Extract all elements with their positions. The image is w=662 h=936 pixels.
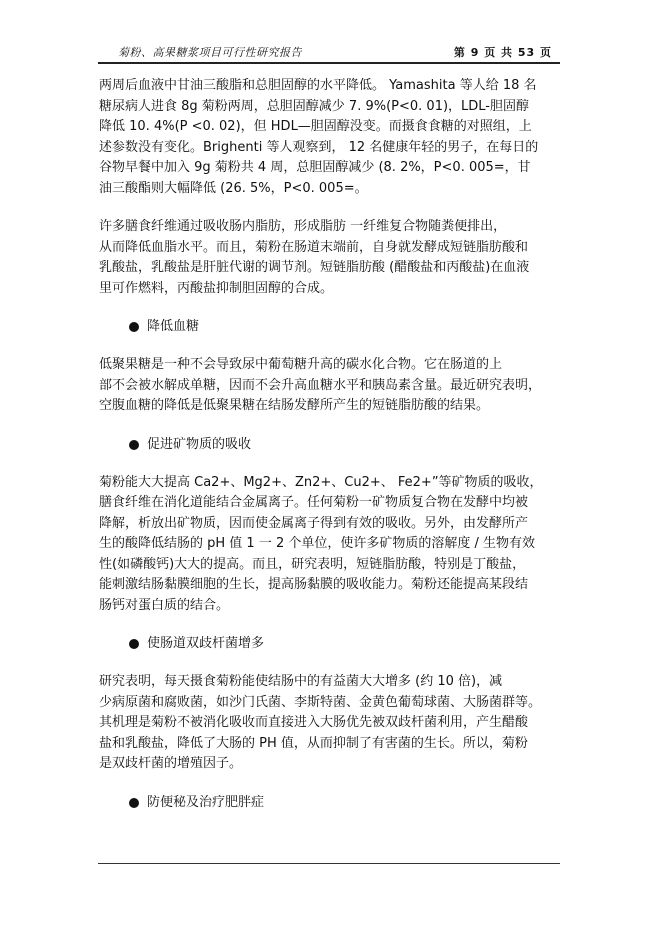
text-line: 谷物早餐中加入 9g 菊粉共 4 周，总胆固醇减少 (8. 2%，P<0. 005=，甘 bbox=[99, 160, 531, 175]
text-line: 能刺激结肠黏膜细胞的生长，提高肠黏膜的吸收能力。菊粉还能提高某段结 bbox=[99, 577, 529, 592]
section-heading bbox=[99, 317, 561, 337]
text-line: 从而降低血脂水平。而且，菊粉在肠道末端前，自身就发酵成短链脂肪酸和 bbox=[99, 239, 529, 255]
section-heading bbox=[99, 435, 561, 455]
text-line: 述参数没有变化。Brighenti 等人观察到， 12 名健康年轻的男子，在每日的 bbox=[99, 139, 539, 155]
text-line: 许多膳食纤维通过吸收肠内脂肪，形成脂肪 一纤维复合物随粪便排出， bbox=[99, 219, 507, 234]
section-heading bbox=[99, 793, 561, 813]
text-line: 性(如磷酸钙)大大的提高。而且，研究表明，短链脂肪酸，特别是丁酸盐， bbox=[99, 556, 526, 572]
text-line: 部不会被水解成单糖，因而不会升高血糖水平和胰岛素含量。最近研究表明， bbox=[99, 377, 542, 393]
text-line: 生的酸降低结肠的 pH 值 1 一 2 个单位，使许多矿物质的溶解度 / 生物有效 bbox=[99, 536, 536, 551]
page-number: 第 9 页 共 53 页 bbox=[453, 46, 552, 59]
section-heading-text: 降低血糖 bbox=[147, 319, 200, 334]
text-line: 菊粉能大大提高 Ca2+、Mg2+、Zn2+、Cu2+、 Fe2+”等矿物质的吸收， bbox=[99, 474, 543, 490]
text-line: 是双歧杆菌的增殖因子。 bbox=[99, 756, 243, 771]
body-paragraph bbox=[99, 473, 561, 617]
text-line: 研究表明，每天摄食菊粉能使结肠中的有益菌大大增多 (约 10 倍)，减 bbox=[99, 674, 503, 689]
section-heading-text: 使肠道双歧杆菌增多 bbox=[147, 636, 265, 651]
bullet-dot-icon bbox=[129, 440, 139, 450]
text-line: 盐和乳酸盐，降低了大肠的 PH 值，从而抑制了有害菌的生长。所以，菊粉 bbox=[99, 735, 528, 751]
bullet-dot-icon bbox=[129, 639, 139, 649]
page-header bbox=[98, 38, 560, 64]
bullet-dot-icon bbox=[129, 322, 139, 332]
text-line: 少病原菌和腐败菌，如沙门氏菌、李斯特菌、金黄色葡萄球菌、大肠菌群等。 bbox=[99, 694, 542, 710]
text-line: 膳食纤维在消化道能结合金属离子。任何菊粉一矿物质复合物在发酵中均被 bbox=[99, 495, 529, 510]
body-paragraph bbox=[99, 76, 561, 199]
text-line: 糖尿病人进食 8g 菊粉两周，总胆固醇减少 7. 9%(P<0. 01)，LDL-胆固醇 bbox=[99, 98, 529, 114]
text-line: 油三酸酯则大幅降低 (26. 5%，P<0. 005=。 bbox=[99, 180, 368, 196]
text-line: 乳酸盐，乳酸盐是肝脏代谢的调节剂。短链脂肪酸 (醋酸盐和丙酸盐)在血液 bbox=[99, 260, 530, 275]
text-line: 肠钙对蛋白质的结合。 bbox=[99, 597, 230, 613]
bullet-dot-icon bbox=[129, 798, 139, 808]
text-line: 其机理是菊粉不被消化吸收而直接进入大肠优先被双歧杆菌利用，产生醋酸 bbox=[99, 715, 529, 730]
text-line: 里可作燃料，丙酸盐抑制胆固醇的合成。 bbox=[99, 280, 334, 296]
section-heading-text: 促进矿物质的吸收 bbox=[147, 436, 252, 452]
text-line: 两周后血液中甘油三酸脂和总胆固醇的水平降低。 Yamashita 等人给 18 名 bbox=[99, 78, 537, 93]
body-paragraph bbox=[99, 672, 561, 775]
text-line: 降解，析放出矿物质，因而使金属离子得到有效的吸收。另外，由发酵所产 bbox=[99, 515, 529, 531]
report-title: 菊粉、高果糖浆项目可行性研究报告 bbox=[118, 46, 302, 59]
body-paragraph bbox=[99, 217, 561, 299]
body-paragraph bbox=[99, 355, 561, 417]
text-line: 降低 10. 4%(P <0. 02)，但 HDL—胆固醇没变。而摄食食糖的对照组，上 bbox=[99, 119, 532, 134]
footer-divider bbox=[98, 863, 560, 864]
section-heading bbox=[99, 634, 561, 654]
text-line: 低聚果糖是一种不会导致尿中葡萄糖升高的碳水化合物。它在肠道的上 bbox=[99, 357, 503, 372]
section-heading-text: 防便秘及治疗肥胖症 bbox=[147, 794, 265, 810]
document-body bbox=[99, 76, 561, 831]
text-line: 空腹血糖的降低是低聚果糖在结肠发酵所产生的短链脂肪酸的结果。 bbox=[99, 398, 490, 413]
